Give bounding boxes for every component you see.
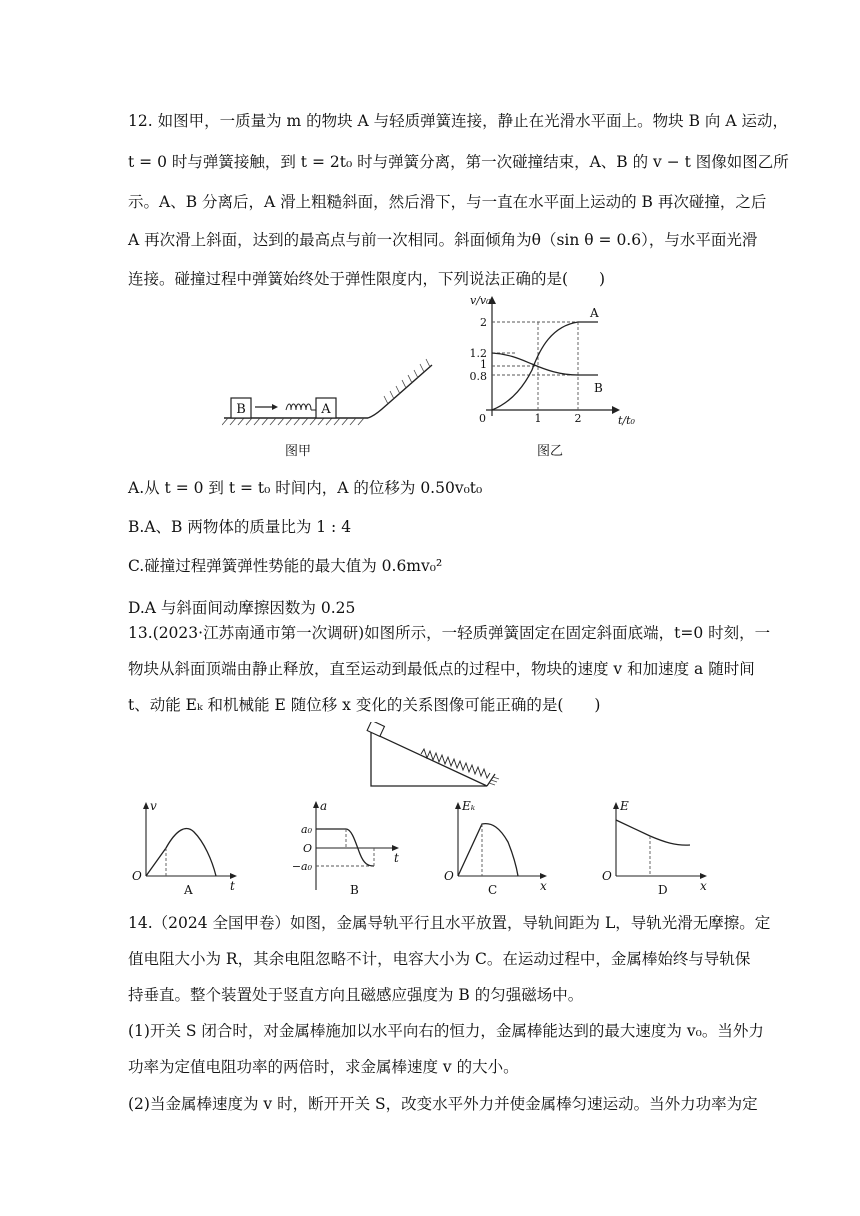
q12-option-c: C.碰撞过程弹簧弹性势能的最大值为 0.6mv₀² [128, 557, 443, 575]
graph-b-x: t [394, 851, 399, 865]
x-tick-2: 2 [574, 412, 582, 425]
q14-part-1-line-2: 功率为定值电阻功率的两倍时，求金属棒速度 v 的大小。 [128, 1058, 519, 1076]
graph-b-label: B [350, 883, 359, 897]
graph-d-x: x [700, 879, 707, 893]
graph-a-origin: O [132, 869, 142, 883]
q14-line-3: 持垂直。整个装置处于竖直方向且磁感应强度为 B 的匀强磁场中。 [128, 986, 584, 1004]
incline-spring-figure [365, 722, 505, 792]
graph-c-origin: O [444, 869, 454, 883]
curve-b [492, 353, 598, 375]
q13-line-2: 物块从斜面顶端由静止释放，直至运动到最低点的过程中，物块的速度 v 和加速度 a 随时间 [128, 660, 755, 678]
figure-jia-caption: 图甲 [285, 444, 312, 459]
x-tick-1: 1 [534, 412, 542, 425]
figure-yi [466, 294, 646, 434]
q14-part-1-line-1: (1)开关 S 闭合时，对金属棒施加以水平向右的恒力，金属棒能达到的最大速度为 v₀。当外力 [128, 1022, 764, 1040]
origin-label: 0 [479, 412, 486, 425]
graph-b-tick-a0: a₀ [301, 823, 312, 836]
graph-b [290, 798, 415, 898]
graph-c-x: x [540, 879, 547, 893]
q12-line-4: A 再次滑上斜面，达到的最高点与前一次相同。斜面倾角为θ（sin θ = 0.6），与水平面光滑 [128, 231, 758, 249]
y-tick-2: 2 [480, 316, 487, 329]
block-a-label: A [321, 402, 331, 417]
graph-b-tick-o: O [302, 842, 312, 855]
x-axis-label: t/t₀ [618, 414, 635, 427]
graph-d-origin: O [602, 869, 612, 883]
graph-b-tick-neg-a0: −a₀ [291, 860, 312, 873]
graph-d-label: D [658, 883, 668, 897]
y-tick-0-8: 0.8 [469, 370, 487, 383]
graph-a [128, 798, 248, 898]
q12-line-1: 12. 如图甲，一质量为 m 的物块 A 与轻质弹簧连接，静止在光滑水平面上。物块 B 向 A 运动， [128, 112, 788, 130]
y-tick-1-2: 1.2 [469, 347, 487, 360]
q12-line-5: 连接。碰撞过程中弹簧始终处于弹性限度内，下列说法正确的是( ) [128, 270, 606, 288]
graph-b-y: a [320, 799, 328, 813]
y-axis-label: v/v₀ [470, 294, 491, 307]
curve-b-label: B [594, 381, 603, 395]
graph-c [442, 798, 562, 898]
q13-line-1: 13.(2023·江苏南通市第一次调研)如图所示，一轻质弹簧固定在固定斜面底端，t=0 时刻，一 [128, 624, 771, 642]
y-tick-1: 1 [480, 358, 487, 371]
q14-part-2-line-1: (2)当金属棒速度为 v 时，断开开关 S，改变水平外力并使金属棒匀速运动。当外力功率为定 [128, 1095, 758, 1113]
curve-a-label: A [590, 306, 599, 320]
graph-c-y: Eₖ [462, 799, 476, 813]
graph-d [600, 798, 720, 898]
q12-line-3: 示。A、B 分离后，A 滑上粗糙斜面，然后滑下，与一直在水平面上运动的 B 再次碰撞，之后 [128, 193, 767, 211]
q12-option-b: B.A、B 两物体的质量比为 1 : 4 [128, 518, 352, 536]
graph-d-y: E [620, 799, 629, 813]
figure-jia [222, 330, 442, 430]
q12-option-a: A.从 t = 0 到 t = t₀ 时间内，A 的位移为 0.50v₀t₀ [128, 479, 483, 497]
q14-line-1: 14.（2024 全国甲卷）如图，金属导轨平行且水平放置，导轨间距为 L，导轨光滑无摩擦。定 [128, 914, 771, 932]
graph-a-label: A [184, 883, 193, 897]
block-b-label: B [236, 402, 246, 417]
graph-a-x: t [230, 879, 235, 893]
figure-yi-caption: 图乙 [537, 444, 564, 459]
q12-line-2: t = 0 时与弹簧接触，到 t = 2t₀ 时与弹簧分离，第一次碰撞结束，A、B 的 v − t 图像如图乙所 [128, 153, 789, 171]
q12-option-d: D.A 与斜面间动摩擦因数为 0.25 [128, 599, 356, 617]
q13-line-3: t、动能 Eₖ 和机械能 E 随位移 x 变化的关系图像可能正确的是( ) [128, 696, 601, 714]
q14-line-2: 值电阻大小为 R，其余电阻忽略不计，电容大小为 C。在运动过程中，金属棒始终与导轨保 [128, 950, 751, 968]
graph-a-y: v [150, 799, 157, 813]
graph-c-label: C [488, 883, 498, 897]
spring [286, 404, 311, 410]
